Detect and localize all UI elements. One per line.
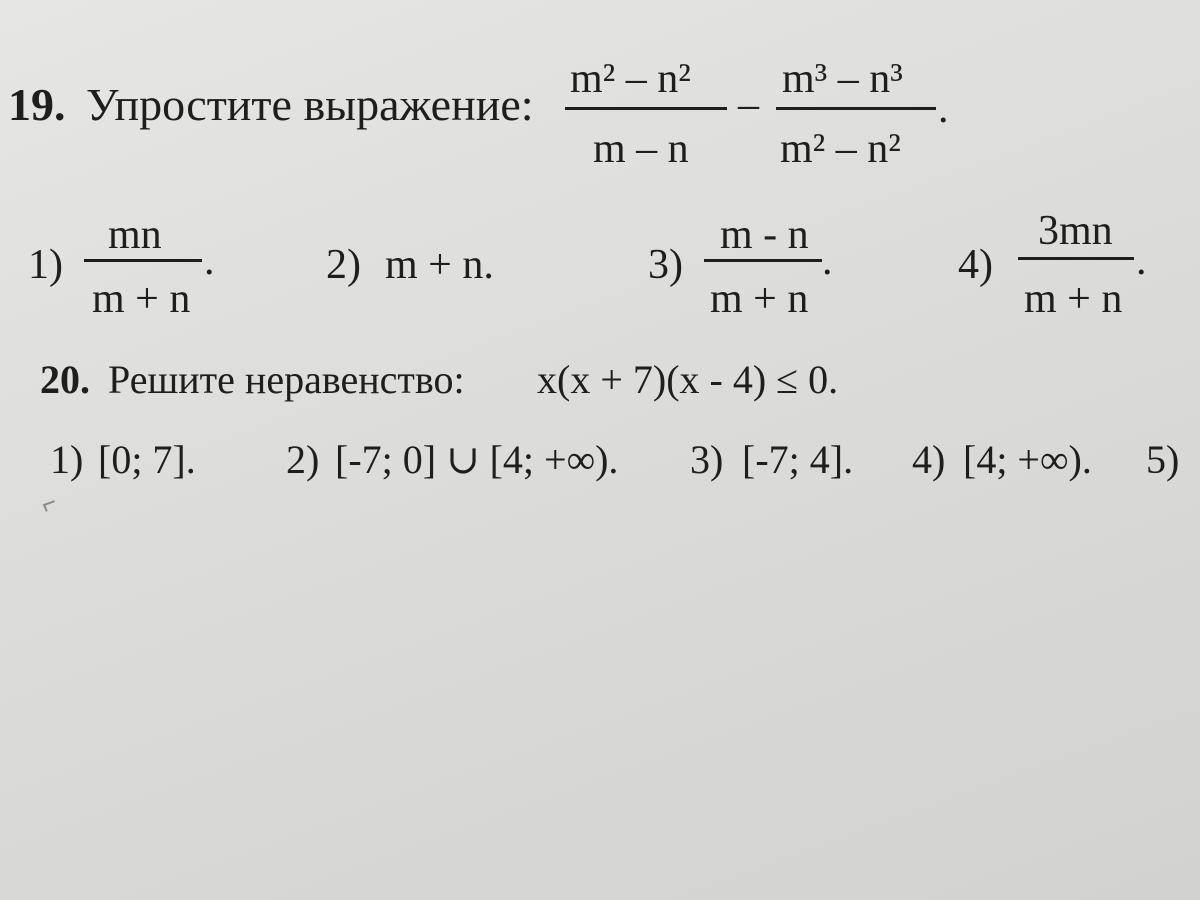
question-number: 19. — [8, 79, 66, 130]
question-prompt: Упростите выражение: — [86, 79, 534, 130]
option-denominator: m + n — [710, 276, 809, 322]
option-label: 2) — [326, 242, 361, 288]
inequality: x(x + 7)(x - 4) ≤ 0. — [537, 357, 839, 402]
question-prompt: Решите неравенство: — [108, 357, 465, 402]
option-numerator: mn — [108, 212, 162, 258]
option-text: [-7; 0] ∪ [4; +∞). — [335, 437, 619, 482]
option-label: 3) — [690, 437, 724, 482]
fraction-1-denominator: m – n — [593, 126, 689, 172]
option-label: 1) — [50, 437, 84, 482]
fraction-1-bar — [565, 107, 727, 110]
option-end: . — [1136, 238, 1147, 284]
minus-sign: – — [738, 82, 759, 128]
option-label: 4) — [958, 242, 993, 288]
fraction-2-bar — [776, 107, 936, 110]
option-label: 2) — [286, 437, 320, 482]
option-denominator: m + n — [1024, 276, 1123, 322]
option-fraction-bar — [1018, 257, 1134, 260]
option-denominator: m + n — [92, 276, 191, 322]
option-label: 3) — [648, 242, 683, 288]
option-label: 1) — [28, 242, 63, 288]
fraction-1-numerator: m² – n² — [570, 56, 691, 102]
fraction-2-numerator: m³ – n³ — [782, 56, 903, 102]
expression-end: . — [938, 86, 949, 132]
option-label: 5) — [1146, 437, 1180, 482]
option-end: . — [204, 238, 215, 284]
question-number: 20. — [40, 357, 90, 402]
option-text: [-7; 4]. — [742, 437, 854, 482]
option-numerator: m - n — [720, 212, 809, 258]
option-end: . — [822, 238, 833, 284]
option-numerator: 3mn — [1038, 208, 1113, 254]
option-text: [0; 7]. — [98, 437, 196, 482]
option-text: m + n. — [385, 242, 494, 288]
option-text: [4; +∞). — [963, 437, 1092, 482]
option-fraction-bar — [84, 259, 202, 262]
option-fraction-bar — [704, 259, 822, 262]
option-label: 4) — [912, 437, 946, 482]
fraction-2-denominator: m² – n² — [780, 126, 901, 172]
pencil-mark — [43, 500, 57, 512]
